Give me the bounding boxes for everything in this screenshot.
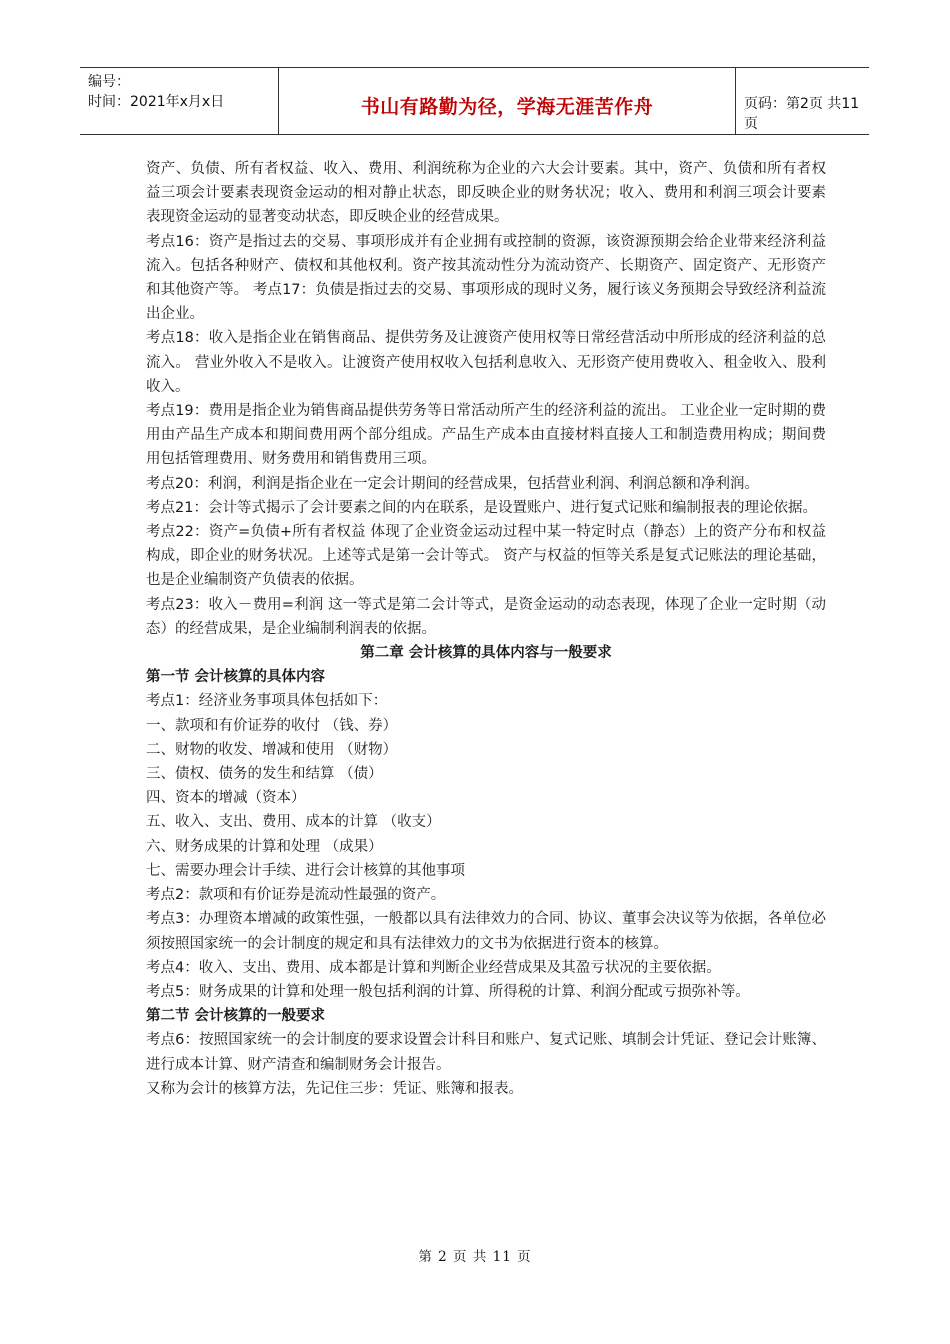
body-paragraph: 又称为会计的核算方法，先记住三步：凭证、账簿和报表。 (146, 1080, 523, 1097)
body-paragraph: 考点16：资产是指过去的交易、事项形成并有企业拥有或控制的资源，该资源预期会给企业带来经济利益流入。包括各种财产、债权和其他权利。资产按其流动性分为流动资产、长期资产、固定资产、无形资产和其他资产等。 考点17：负债是指过去的交易、事项形成的现时义务，履行该义务预期会导致经济利益流出企业。 (146, 233, 826, 323)
body-paragraph: 考点4：收入、支出、费用、成本都是计算和判断企业经营成果及其盈亏状况的主要依据。 (146, 959, 721, 976)
body-paragraph: 考点1：经济业务事项具体包括如下： (146, 693, 388, 710)
body-paragraph: 二、财物的收发、增减和使用 （财物） (146, 741, 398, 758)
section-heading: 第二节 会计核算的一般要求 (146, 1008, 326, 1025)
document-body (146, 157, 826, 1101)
body-paragraph: 考点3：办理资本增减的政策性强，一般都以具有法律效力的合同、协议、董事会决议等为依据，各单位必须按照国家统一的会计制度的规定和具有法律效力的文书为依据进行资本的核算。 (146, 911, 826, 952)
header-motto: 书山有路勤为径，学海无涯苦作舟 (360, 96, 654, 118)
body-paragraph: 考点21：会计等式揭示了会计要素之间的内在联系，是设置账户、进行复式记账和编制报表的理论依据。 (146, 499, 817, 516)
chapter-heading: 第二章 会计核算的具体内容与一般要求 (360, 645, 612, 662)
body-paragraph: 考点5：财务成果的计算和处理一般包括利润的计算、所得税的计算、利润分配或亏损弥补等。 (146, 983, 750, 1000)
body-paragraph: 三、债权、债务的发生和结算 （债） (146, 766, 383, 783)
body-paragraph: 考点2：款项和有价证券是流动性最强的资产。 (146, 887, 446, 904)
body-paragraph: 考点23：收入－费用=利润 这一等式是第二会计等式，是资金运动的动态表现，体现了企业一定时期（动态）的经营成果，是企业编制利润表的依据。 (146, 596, 826, 637)
body-paragraph: 考点20：利润，利润是指企业在一定会计期间的经营成果，包括营业利润、利润总额和净利润。 (146, 475, 759, 492)
section-heading: 第一节 会计核算的具体内容 (146, 669, 326, 686)
header-page-cell (736, 68, 869, 134)
header-meta-cell (80, 68, 279, 134)
body-paragraph: 考点19：费用是指企业为销售商品提供劳务等日常活动所产生的经济利益的流出。 工业企业一定时期的费用由产品生产成本和期间费用两个部分组成。产品生产成本由直接材料直接人工和制造费用构成；期间费用包括管理费用、财务费用和销售费用三项。 (146, 403, 826, 468)
header-motto-cell (279, 68, 736, 134)
page-footer: 第 2 页 共 11 页 (418, 1249, 532, 1265)
body-paragraph: 五、收入、支出、费用、成本的计算 （收支） (146, 814, 441, 831)
date-label: 时间：2021年x月x日 (88, 94, 225, 110)
header-page-code: 页码：第2页 共11页 (744, 96, 860, 132)
body-paragraph: 七、需要办理会计手续、进行会计核算的其他事项 (146, 862, 465, 879)
body-paragraph: 考点22：资产=负债+所有者权益 体现了企业资金运动过程中某一特定时点（静态）上的资产分布和权益构成，即企业的财务状况。上述等式是第一会计等式。 资产与权益的恒等关系是复式记账法的理论基础，也是企业编制资产负债表的依据。 (146, 524, 826, 589)
body-paragraph: 考点18：收入是指企业在销售商品、提供劳务及让渡资产使用权等日常经营活动中所形成的经济利益的总流入。 营业外收入不是收入。让渡资产使用权收入包括利息收入、无形资产使用费收入、租金收入、股利收入。 (146, 330, 826, 395)
body-paragraph: 四、资本的增减（资本） (146, 790, 306, 807)
body-paragraph: 一、款项和有价证券的收付 （钱、券） (146, 717, 398, 734)
body-paragraph: 考点6：按照国家统一的会计制度的要求设置会计科目和账户、复式记账、填制会计凭证、登记会计账簿、进行成本计算、财产清查和编制财务会计报告。 (146, 1032, 826, 1073)
body-paragraph: 六、财务成果的计算和处理 （成果） (146, 838, 383, 855)
document-header (80, 67, 869, 135)
body-paragraph: 资产、负债、所有者权益、收入、费用、利润统称为企业的六大会计要素。其中，资产、负债和所有者权益三项会计要素表现资金运动的相对静止状态，即反映企业的财务状况；收入、费用和利润三项会计要素表现资金运动的显著变动状态，即反映企业的经营成果。 (146, 161, 826, 226)
serial-number-label: 编号： (88, 74, 130, 90)
